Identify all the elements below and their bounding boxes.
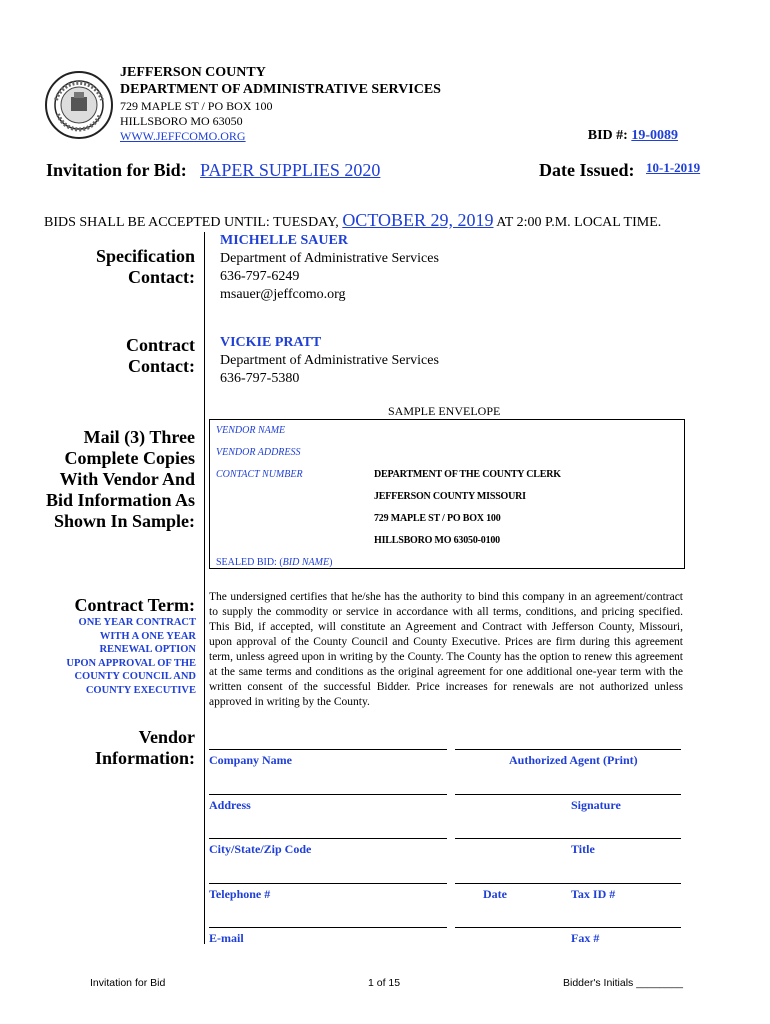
bid-number-value: 19-0089 [631,128,678,143]
address-line-2: HILLSBORO MO 63050 [120,114,243,128]
envelope-vendor-address: VENDOR ADDRESS [216,447,301,458]
specification-label-line1: Specification [96,246,195,266]
address-label: Address [209,798,251,812]
bid-deadline [44,210,661,231]
bid-number [588,128,678,144]
address-line-1: 729 MAPLE ST / PO BOX 100 [120,99,273,113]
email-field[interactable] [209,927,447,928]
contract-label-line2: Contact: [128,356,195,376]
sample-envelope-title: SAMPLE ENVELOPE [388,404,501,418]
term-note-line: RENEWAL OPTION [99,644,196,655]
city-state-zip-field[interactable] [209,838,447,839]
company-name-label: Company Name [209,753,292,767]
telephone-label: Telephone # [209,887,271,901]
mail-line: Bid Information As [45,490,195,510]
deadline-suffix: AT 2:00 P.M. LOCAL TIME. [496,215,662,230]
envelope-recipient-line3: 729 MAPLE ST / PO BOX 100 [374,513,501,524]
date-issued-label: Date Issued: [539,160,635,180]
mail-line: Complete Copies [64,448,195,468]
envelope-recipient-line2: JEFFERSON COUNTY MISSOURI [374,491,526,502]
bid-number-label: BID #: [587,128,628,143]
email-label: E-mail [209,931,244,945]
date-issued-value: 10-1-2019 [646,160,701,175]
term-note-line: WITH A ONE YEAR [99,630,196,642]
term-note-line: COUNTY EXECUTIVE [85,684,196,696]
term-note-line: COUNTY COUNCIL AND [74,671,196,682]
address-field[interactable] [209,794,447,795]
contract-contact-phone: 636-797-5380 [220,371,300,386]
mail-line: With Vendor And [59,469,195,489]
authorized-agent-label: Authorized Agent (Print) [509,753,638,767]
city-state-zip-label: City/State/Zip Code [209,842,312,856]
title-field[interactable] [455,838,681,839]
envelope-recipient-line1: DEPARTMENT OF THE COUNTY CLERK [374,469,561,480]
footer-doc-title: Invitation for Bid [90,977,166,989]
contract-contact-department: Department of Administrative Services [220,353,439,368]
authorized-agent-field[interactable] [455,749,681,750]
date-tax-id-field[interactable] [455,883,681,884]
title-label: Title [571,842,595,856]
term-note-line: UPON APPROVAL OF THE [66,657,196,669]
envelope-contact-number: CONTACT NUMBER [216,469,303,480]
mail-line: Mail (3) Three [83,427,195,447]
telephone-field[interactable] [209,883,447,884]
envelope-sealed-bid [216,557,332,568]
sealed-bid-prefix: SEALED BID: ( [216,557,283,568]
contract-contact-label [126,335,195,377]
specification-contact-label [96,246,195,288]
specification-contact-phone: 636-797-6249 [220,269,300,284]
fax-label: Fax # [571,931,600,945]
contract-term-label: Contract Term: [74,595,195,615]
mail-line: Shown In Sample: [53,511,195,531]
contract-terms-text: The undersigned certifies that he/she has the authority to bind this company in an agreement/contract to supply the commodity or service in accordance with all terms, conditions, and pricing specified. This Bid, if accepted, will constitute an Agreement and Contract with Jefferson County, Missouri, upon approval of the County Council and County Executive. Prices are firm during this agreement term, unless agreed upon in writing by the County. The County has the option to renew this agreement at the same terms and conditions as the original agreement for one additional one-year term with the written consent of the successful Bidder. Price increases for renewals are not authorized unless approved in writing by the County. [209,591,683,708]
sealed-bid-suffix: ) [329,557,333,568]
mail-instructions [46,427,195,532]
vendor-label-line1: Vendor [138,727,195,747]
specification-contact-name: MICHELLE SAUER [220,233,348,248]
sealed-bid-name: BID NAME [282,557,330,568]
envelope-vendor-name: VENDOR NAME [216,425,286,436]
signature-label: Signature [571,798,621,812]
department-name: DEPARTMENT OF ADMINISTRATIVE SERVICES [120,82,441,97]
tax-id-label: Tax ID # [571,887,616,901]
vendor-label-line2: Information: [95,748,195,768]
envelope-recipient-line4: HILLSBORO MO 63050-0100 [374,535,500,546]
specification-contact-department: Department of Administrative Services [220,251,439,266]
footer-page-number: 1 of 15 [368,977,401,989]
website-link[interactable]: WWW.JEFFCOMO.ORG [120,129,246,143]
invitation-title: PAPER SUPPLIES 2020 [200,160,381,180]
footer-bidder-initials: Bidder's Initials ________ [563,977,683,989]
date-label: Date [483,887,507,901]
deadline-date: OCTOBER 29, 2019 [342,210,494,230]
fax-field[interactable] [455,927,681,928]
contract-label-line1: Contract [126,335,195,355]
term-note-line: ONE YEAR CONTRACT [78,617,196,628]
contract-contact-name: VICKIE PRATT [220,335,322,350]
deadline-prefix: BIDS SHALL BE ACCEPTED UNTIL: TUESDAY, [44,215,339,230]
section-divider [204,232,205,944]
vendor-information-label [95,727,195,769]
invitation-label: Invitation for Bid: [46,160,187,180]
signature-field[interactable] [455,794,681,795]
company-name-field[interactable] [209,749,447,750]
specification-contact-email[interactable]: msauer@jeffcomo.org [220,287,346,302]
specification-label-line2: Contact: [128,267,195,287]
county-name: JEFFERSON COUNTY [120,65,266,80]
contract-term-note [46,616,196,697]
county-seal-icon [44,70,114,140]
